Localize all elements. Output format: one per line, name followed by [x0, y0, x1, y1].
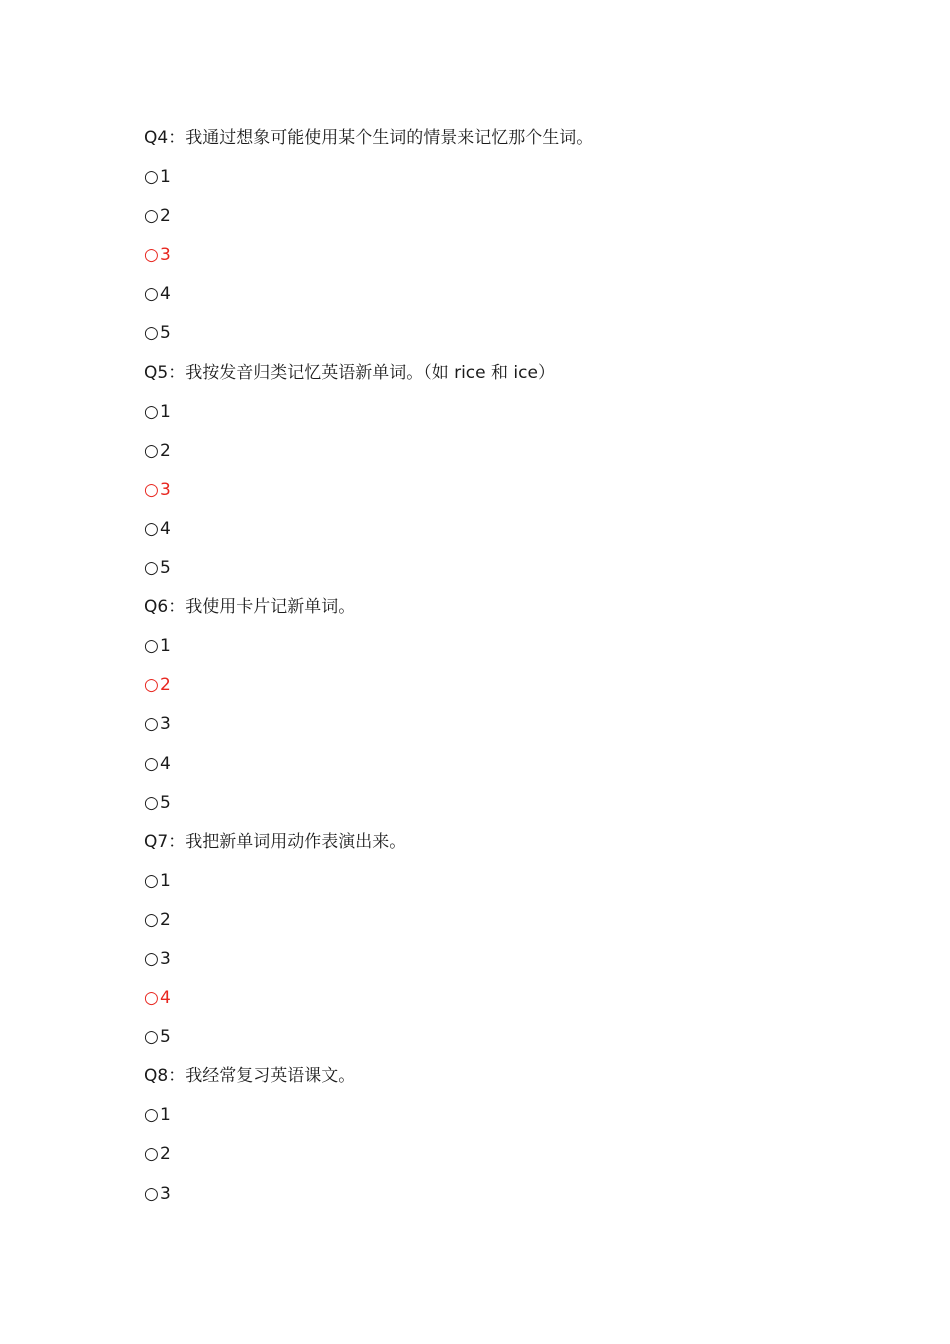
option-label: 3 — [160, 948, 171, 969]
radio-circle-icon: ○ — [144, 284, 159, 305]
radio-option[interactable] — [144, 862, 904, 901]
radio-circle-icon: ○ — [144, 753, 159, 774]
radio-option[interactable] — [144, 627, 904, 666]
radio-circle-icon: ○ — [144, 440, 159, 461]
radio-circle-icon: ○ — [144, 948, 159, 969]
question-text: Q7：我把新单词用动作表演出来。 — [144, 831, 407, 852]
radio-option[interactable] — [144, 1135, 904, 1174]
option-label: 2 — [160, 909, 171, 930]
radio-circle-icon: ○ — [144, 1183, 159, 1204]
question-block — [144, 588, 904, 823]
radio-option[interactable] — [144, 275, 904, 314]
option-label: 5 — [160, 1027, 171, 1048]
radio-circle-icon: ○ — [144, 479, 159, 500]
option-label: 1 — [160, 401, 171, 422]
radio-option-selected[interactable] — [144, 471, 904, 510]
radio-circle-icon: ○ — [144, 870, 159, 891]
option-label: 4 — [160, 753, 171, 774]
radio-circle-icon: ○ — [144, 167, 159, 188]
option-label: 4 — [160, 518, 171, 539]
option-label: 3 — [160, 714, 171, 735]
question-text: Q6：我使用卡片记新单词。 — [144, 597, 356, 618]
option-label: 1 — [160, 1105, 171, 1126]
radio-circle-icon: ○ — [144, 401, 159, 422]
radio-option[interactable] — [144, 940, 904, 979]
question-block — [144, 354, 904, 589]
option-label: 2 — [160, 440, 171, 461]
question-text: Q5：我按发音归类记忆英语新单词。（如 rice 和 ice） — [144, 362, 555, 383]
option-label: 5 — [160, 792, 171, 813]
radio-circle-icon: ○ — [144, 1105, 159, 1126]
radio-circle-icon: ○ — [144, 714, 159, 735]
radio-circle-icon: ○ — [144, 636, 159, 657]
radio-option[interactable] — [144, 1018, 904, 1057]
radio-circle-icon: ○ — [144, 323, 159, 344]
question-block — [144, 1057, 904, 1213]
option-label: 3 — [160, 479, 171, 500]
option-label: 2 — [160, 1144, 171, 1165]
option-label: 4 — [160, 284, 171, 305]
option-label: 1 — [160, 870, 171, 891]
option-label: 5 — [160, 323, 171, 344]
radio-circle-icon: ○ — [144, 206, 159, 227]
radio-circle-icon: ○ — [144, 518, 159, 539]
radio-option[interactable] — [144, 197, 904, 236]
radio-option[interactable] — [144, 432, 904, 471]
question-block — [144, 119, 904, 354]
radio-option[interactable] — [144, 745, 904, 784]
option-label: 1 — [160, 636, 171, 657]
radio-option[interactable] — [144, 510, 904, 549]
question-block — [144, 823, 904, 1058]
option-label: 3 — [160, 1183, 171, 1204]
radio-option[interactable] — [144, 705, 904, 744]
radio-option-selected[interactable] — [144, 666, 904, 705]
radio-circle-icon: ○ — [144, 558, 159, 579]
radio-option[interactable] — [144, 1096, 904, 1135]
radio-option[interactable] — [144, 784, 904, 823]
radio-circle-icon: ○ — [144, 909, 159, 930]
radio-option-selected[interactable] — [144, 236, 904, 275]
radio-option[interactable] — [144, 549, 904, 588]
radio-circle-icon: ○ — [144, 988, 159, 1009]
question-text: Q8：我经常复习英语课文。 — [144, 1066, 356, 1087]
radio-option[interactable] — [144, 158, 904, 197]
radio-circle-icon: ○ — [144, 1144, 159, 1165]
option-label: 4 — [160, 988, 171, 1009]
question-text: Q4：我通过想象可能使用某个生词的情景来记忆那个生词。 — [144, 128, 594, 148]
option-label: 5 — [160, 558, 171, 579]
option-label: 1 — [160, 167, 171, 188]
radio-option-selected[interactable] — [144, 979, 904, 1018]
option-label: 2 — [160, 675, 171, 696]
radio-option[interactable] — [144, 1175, 904, 1214]
option-label: 3 — [160, 245, 171, 266]
radio-circle-icon: ○ — [144, 675, 159, 696]
option-label: 2 — [160, 206, 171, 227]
radio-circle-icon: ○ — [144, 792, 159, 813]
radio-option[interactable] — [144, 901, 904, 940]
radio-circle-icon: ○ — [144, 245, 159, 266]
radio-option[interactable] — [144, 393, 904, 432]
survey-page — [144, 119, 904, 1214]
radio-option[interactable] — [144, 314, 904, 353]
radio-circle-icon: ○ — [144, 1027, 159, 1048]
